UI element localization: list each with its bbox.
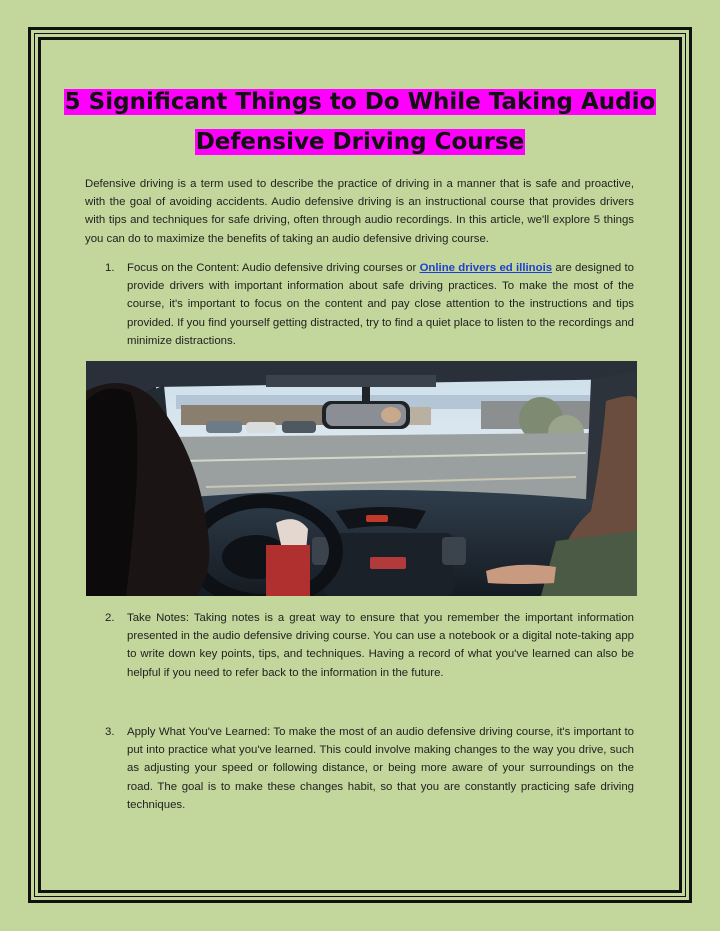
list-number-1: 1. [105, 262, 115, 274]
list-item-3 [85, 723, 634, 814]
list-text-1 [127, 259, 634, 350]
list-item-2 [85, 609, 634, 682]
online-drivers-ed-link[interactable]: Online drivers ed illinois [419, 262, 553, 274]
list-number-3: 3. [105, 726, 115, 738]
page-title [40, 82, 680, 162]
list-text-3: Apply What You've Learned: To make the most of an audio defensive driving course, it's important to put into practice what you've learned. This could involve making changes to the way you drive, such as adjusting your speed or following distance, or being more aware of your surroundings on the road. The goal is to make these changes habit, so that you are constantly practicing safe driving techniques. [127, 726, 634, 811]
list-text-1-after-link: are designed to provide drivers with important information about safe driving practices. To make the most of the course, it's important to focus on the content and pay close attention to the instructions and tips provided. If you find yourself getting distracted, try to find a quiet place to listen to the recordings and minimize distractions. [127, 262, 634, 347]
list-text-1-before-link: Focus on the Content: Audio defensive driving courses or [127, 262, 420, 274]
list-number-2: 2. [105, 612, 115, 624]
intro-paragraph: Defensive driving is a term used to describe the practice of driving in a manner that is safe and proactive, with the goal of avoiding accidents. Audio defensive driving is an instructional course that provides drivers with tips and techniques for safe driving, often through audio recordings. In this article, we'll explore 5 things you can do to maximize the benefits of taking an audio defensive driving course. [85, 178, 634, 245]
list-text-2: Take Notes: Taking notes is a great way to ensure that you remember the important information presented in the audio defensive driving course. You can use a notebook or a digital note-taking app to write down key points, tips, and techniques. Having a record of what you've learned can also be helpful if you need to refer back to the information in the future. [127, 612, 634, 679]
title-line-1: 5 Significant Things to Do While Taking Audio [64, 89, 656, 115]
title-line-2: Defensive Driving Course [195, 129, 525, 155]
driving-lesson-photo [86, 361, 637, 596]
list-item-1 [85, 259, 634, 350]
